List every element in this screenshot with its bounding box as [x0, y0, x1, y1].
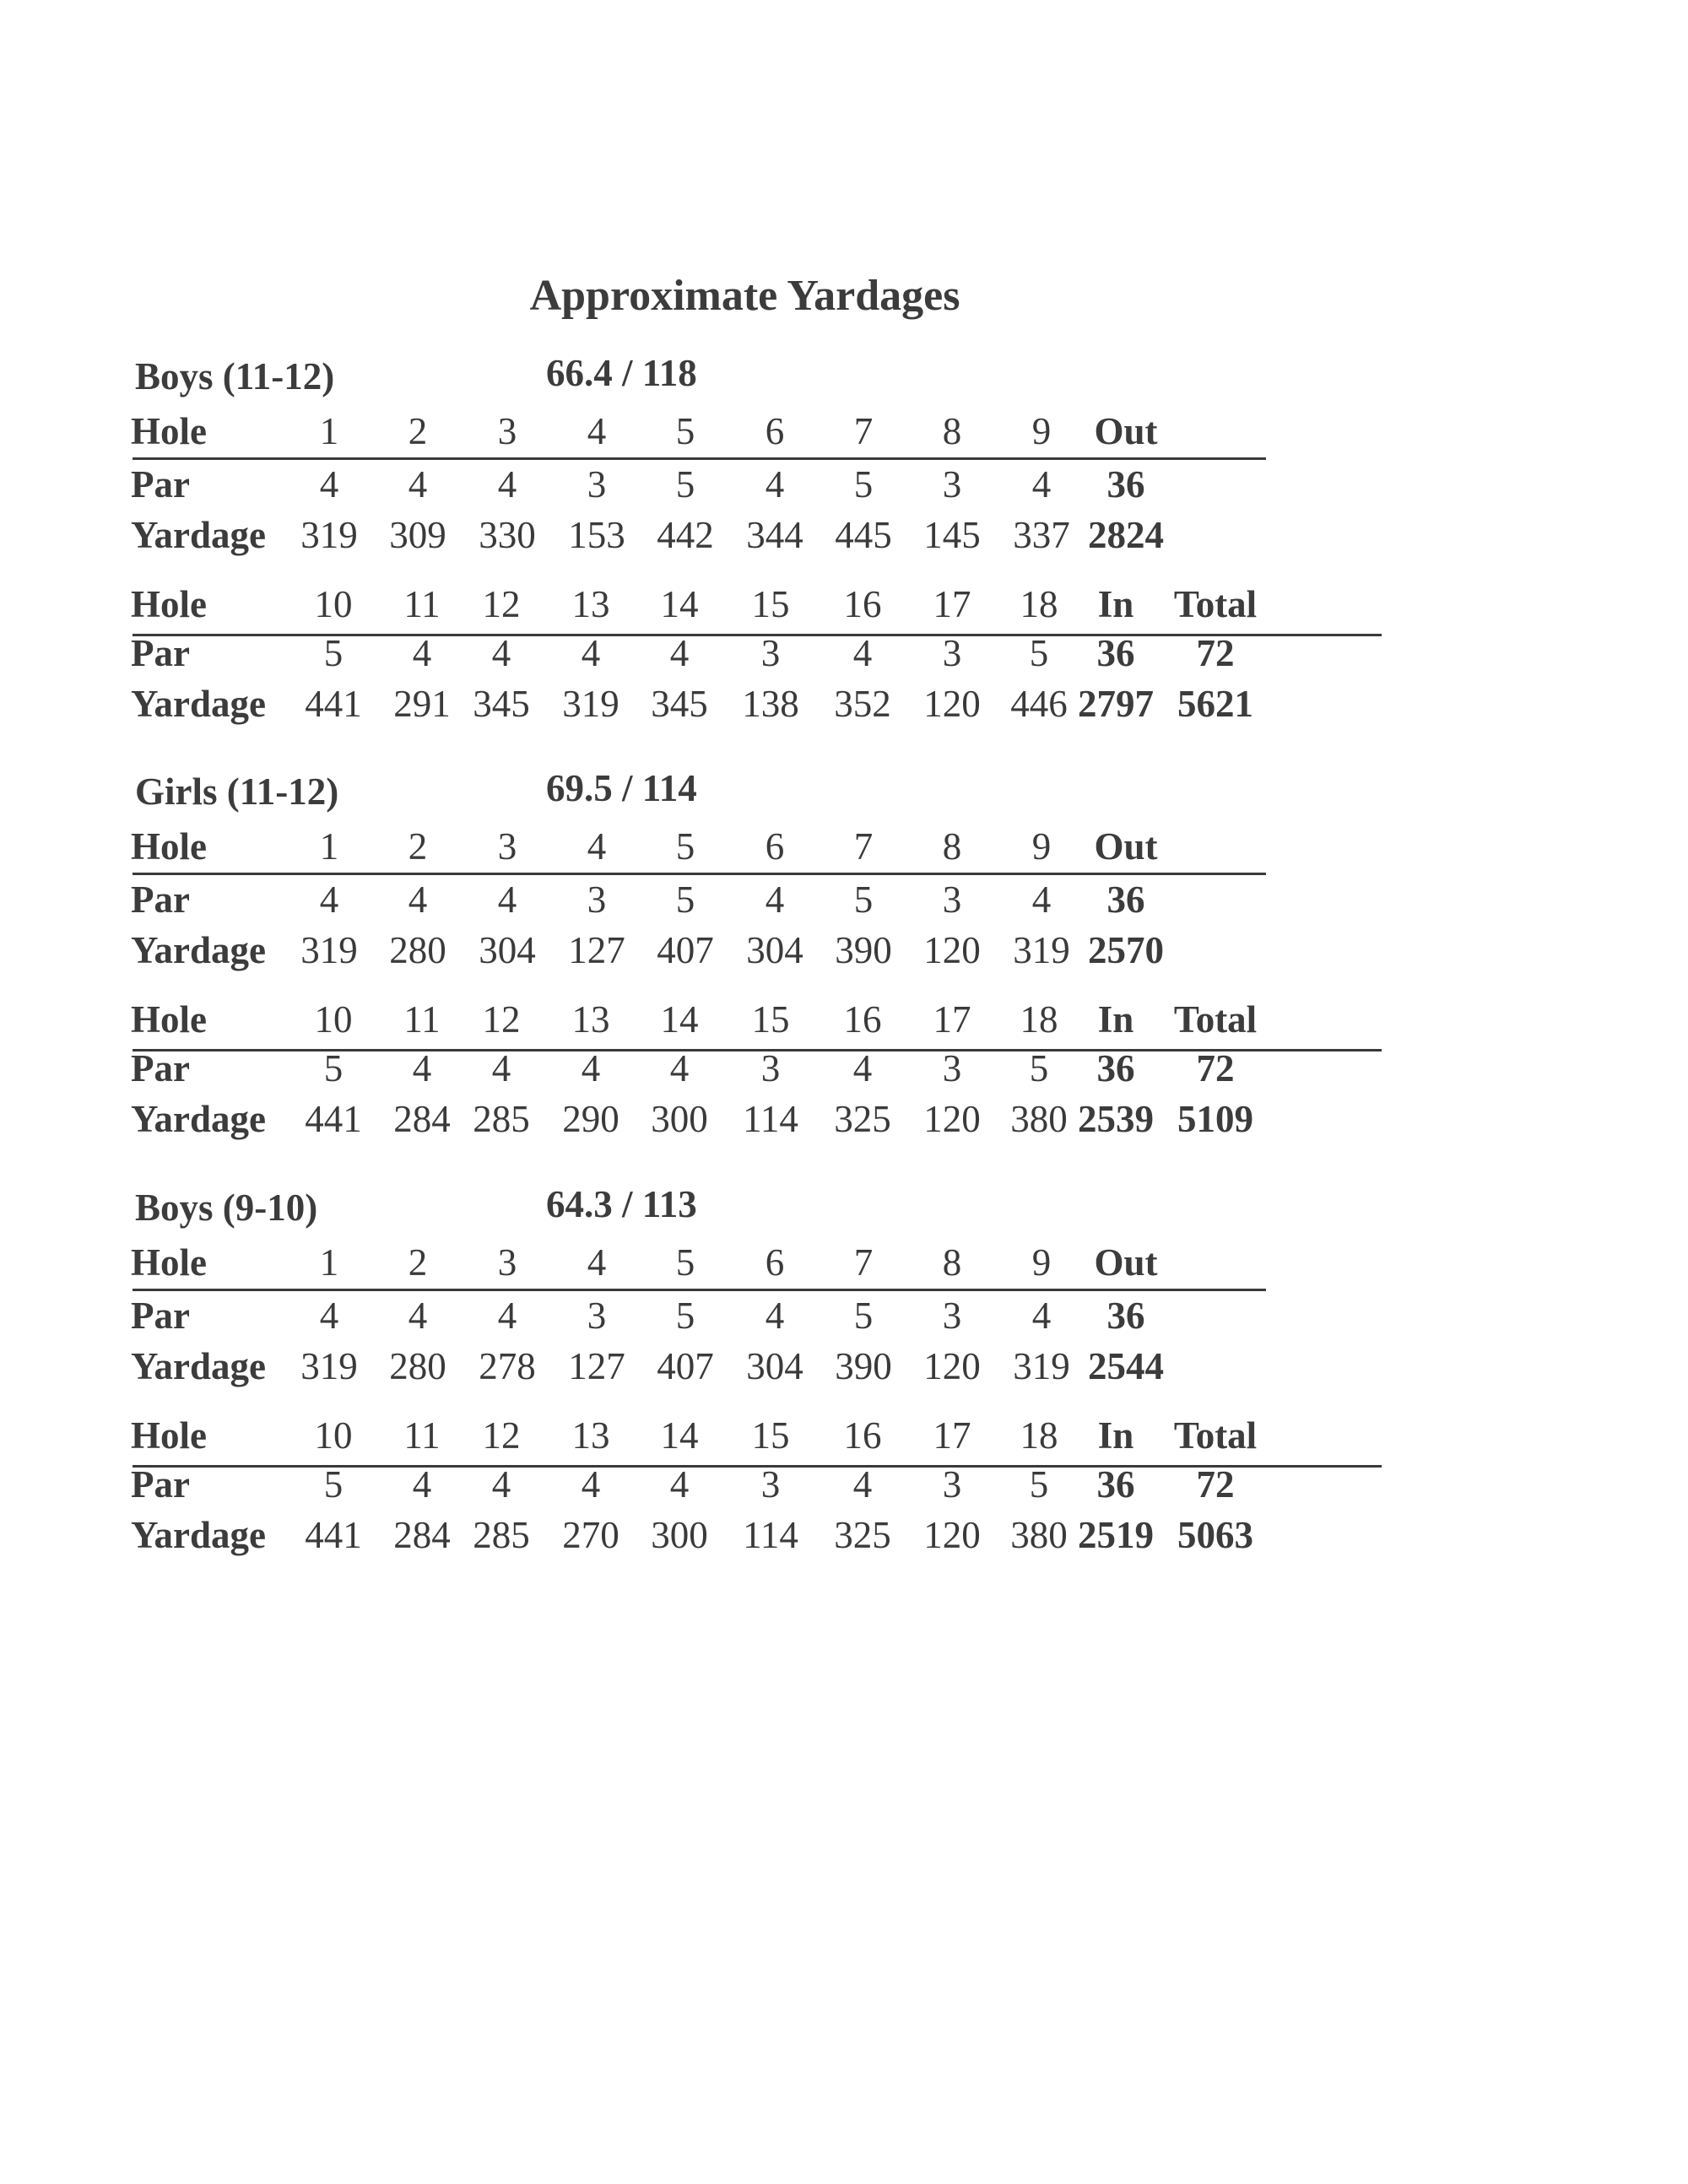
back-hole-row-cell: 17 — [933, 1414, 971, 1457]
front-yardage-row-cell: 407 — [657, 1345, 714, 1387]
back-par-row-cell: 72 — [1196, 1463, 1235, 1506]
front-yardage-row-cell: 2544 — [1088, 1345, 1164, 1387]
back-hole-row-cell: Total — [1173, 1414, 1258, 1457]
front-yardage-row-cell: 309 — [389, 514, 446, 556]
front-hole-row-cell: 8 — [942, 410, 962, 452]
back-par-row-cell: 4 — [491, 1047, 511, 1089]
back-yardage-row-cell: 138 — [742, 683, 799, 725]
back-par-row-cell: 3 — [942, 1463, 962, 1506]
front-par-row-cell: 4 — [765, 463, 785, 505]
front-yardage-row-cell: 145 — [923, 514, 981, 556]
back-hole-row-cell: 13 — [571, 583, 610, 625]
front-hole-row-cell: 6 — [765, 825, 785, 868]
back-par-row-cell: 3 — [760, 1463, 781, 1506]
front-hole-row-cell: 1 — [319, 1241, 339, 1284]
front-hole-row-cell: 1 — [319, 825, 339, 868]
back-yardage-row-cell: 290 — [562, 1098, 619, 1140]
back-yardage-row-cell: 352 — [834, 683, 891, 725]
back-yardage-row-cell: 441 — [305, 1514, 362, 1556]
front-hole-row — [0, 1239, 1688, 1286]
back-hole-row-cell: 13 — [571, 998, 610, 1041]
back-yardage-row-cell: 285 — [473, 1514, 530, 1556]
back-par-row-cell: 5 — [323, 1463, 344, 1506]
back-par-row-cell: 4 — [412, 1047, 432, 1089]
back-hole-row-cell: 15 — [751, 1414, 790, 1457]
front-par-row-cell: 36 — [1106, 878, 1145, 921]
back-par-row-cell: 4 — [412, 632, 432, 674]
front-hole-row-cell: 7 — [853, 410, 874, 452]
back-par-row-cell: 72 — [1196, 1047, 1235, 1089]
back-hole-row-cell: 12 — [482, 1414, 521, 1457]
front-par-row-cell: 3 — [942, 463, 962, 505]
front-hole-row-cell: 4 — [587, 410, 607, 452]
front-divider — [133, 873, 1266, 875]
back-yardage-row-cell: 120 — [923, 1514, 981, 1556]
front-par-row-cell: 4 — [1031, 1295, 1052, 1337]
front-yardage-row-cell: 153 — [568, 514, 625, 556]
back-hole-row-cell: 14 — [660, 998, 699, 1041]
front-par-row-cell: 3 — [587, 463, 607, 505]
front-par-row-cell: 4 — [497, 463, 517, 505]
front-par-row — [0, 876, 1688, 923]
section-rating: 66.4 / 118 — [546, 352, 697, 394]
back-par-row-cell: 5 — [1029, 632, 1049, 674]
front-yardage-row-cell: 304 — [746, 1345, 803, 1387]
back-par-row-cell: 3 — [942, 632, 962, 674]
back-par-row-cell: 3 — [942, 1047, 962, 1089]
back-par-row-cell: 3 — [760, 1047, 781, 1089]
back-hole-row — [0, 996, 1688, 1043]
front-hole-row-cell: 6 — [765, 1241, 785, 1284]
back-hole-row-cell: 16 — [843, 1414, 882, 1457]
back-par-row-cell: 4 — [491, 632, 511, 674]
front-hole-row — [0, 823, 1688, 870]
front-hole-row-cell: 7 — [853, 1241, 874, 1284]
back-yardage-row-label: Yardage — [131, 683, 266, 725]
front-hole-row-cell: Out — [1094, 410, 1158, 452]
back-hole-row-cell: 10 — [314, 1414, 353, 1457]
front-yardage-row-cell: 120 — [923, 1345, 981, 1387]
back-hole-row-cell: 10 — [314, 583, 353, 625]
back-hole-row-cell: In — [1097, 583, 1134, 625]
front-hole-row-label: Hole — [131, 825, 207, 868]
back-yardage-row-cell: 2519 — [1078, 1514, 1154, 1556]
front-yardage-row-cell: 2824 — [1088, 514, 1164, 556]
front-hole-row-cell: 2 — [408, 1241, 428, 1284]
front-yardage-row-cell: 390 — [835, 929, 892, 971]
back-yardage-row-cell: 120 — [923, 683, 981, 725]
front-par-row-cell: 3 — [942, 1295, 962, 1337]
back-hole-row-cell: 18 — [1020, 998, 1058, 1041]
section-name: Boys (11-12) — [135, 355, 335, 397]
back-hole-row-cell: 11 — [403, 998, 441, 1041]
back-hole-row-cell: Total — [1173, 583, 1258, 625]
front-yardage-row — [0, 927, 1688, 974]
back-hole-row-label: Hole — [131, 1414, 207, 1457]
front-yardage-row-cell: 304 — [479, 929, 536, 971]
front-par-row-cell: 5 — [675, 463, 695, 505]
front-yardage-row-cell: 278 — [479, 1345, 536, 1387]
front-yardage-row-cell: 280 — [389, 1345, 446, 1387]
page-title: Approximate Yardages — [529, 272, 960, 320]
front-par-row-cell: 5 — [853, 878, 874, 921]
back-hole-row-cell: 16 — [843, 583, 882, 625]
front-hole-row-cell: 7 — [853, 825, 874, 868]
front-par-row-cell: 4 — [497, 878, 517, 921]
back-hole-row-cell: Total — [1173, 998, 1258, 1041]
back-yardage-row-cell: 325 — [834, 1098, 891, 1140]
back-yardage-row-cell: 325 — [834, 1514, 891, 1556]
back-yardage-row-cell: 5621 — [1177, 683, 1253, 725]
back-yardage-row-label: Yardage — [131, 1514, 266, 1556]
back-par-row-cell: 36 — [1096, 1047, 1135, 1089]
back-hole-row-label: Hole — [131, 998, 207, 1041]
back-hole-row-cell: 14 — [660, 583, 699, 625]
front-hole-row-cell: 5 — [675, 410, 695, 452]
back-par-row-label: Par — [131, 1047, 190, 1089]
front-divider — [133, 457, 1266, 460]
front-hole-row-cell: 1 — [319, 410, 339, 452]
back-hole-row-cell: 11 — [403, 1414, 441, 1457]
front-par-row-cell: 4 — [408, 878, 428, 921]
front-hole-row-cell: 8 — [942, 825, 962, 868]
back-par-row-cell: 4 — [581, 1463, 601, 1506]
back-hole-row-label: Hole — [131, 583, 207, 625]
front-par-row-cell: 4 — [1031, 878, 1052, 921]
front-yardage-row-cell: 344 — [746, 514, 803, 556]
back-hole-row-cell: 18 — [1020, 1414, 1058, 1457]
back-yardage-row — [0, 680, 1688, 727]
front-hole-row-cell: 8 — [942, 1241, 962, 1284]
back-yardage-row-cell: 284 — [393, 1098, 451, 1140]
front-hole-row — [0, 408, 1688, 455]
section-rating: 64.3 / 113 — [546, 1183, 697, 1225]
back-yardage-row-cell: 380 — [1010, 1098, 1068, 1140]
front-hole-row-cell: 2 — [408, 825, 428, 868]
back-par-row-cell: 72 — [1196, 632, 1235, 674]
section-name: Girls (11-12) — [135, 770, 339, 813]
back-yardage-row — [0, 1095, 1688, 1143]
front-yardage-row-cell: 319 — [300, 929, 358, 971]
front-hole-row-cell: 5 — [675, 825, 695, 868]
back-par-row-cell: 5 — [1029, 1463, 1049, 1506]
front-hole-row-cell: Out — [1094, 825, 1158, 868]
front-yardage-row-cell: 304 — [746, 929, 803, 971]
back-hole-row — [0, 581, 1688, 628]
back-hole-row-cell: 18 — [1020, 583, 1058, 625]
front-divider — [133, 1289, 1266, 1291]
back-yardage-row-cell: 345 — [473, 683, 530, 725]
front-par-row-cell: 5 — [853, 463, 874, 505]
front-yardage-row-cell: 127 — [568, 1345, 625, 1387]
back-hole-row-cell: 16 — [843, 998, 882, 1041]
front-par-row-cell: 4 — [408, 1295, 428, 1337]
back-par-row-label: Par — [131, 632, 190, 674]
back-yardage-row-cell: 380 — [1010, 1514, 1068, 1556]
front-par-row-cell: 36 — [1106, 463, 1145, 505]
front-yardage-row-cell: 319 — [300, 1345, 358, 1387]
back-par-row-cell: 36 — [1096, 1463, 1135, 1506]
back-yardage-row-cell: 441 — [305, 1098, 362, 1140]
back-par-row-cell: 4 — [669, 1047, 690, 1089]
front-hole-row-cell: 9 — [1031, 410, 1052, 452]
front-par-row-cell: 4 — [497, 1295, 517, 1337]
back-hole-row-cell: 17 — [933, 998, 971, 1041]
back-par-row-cell: 4 — [669, 1463, 690, 1506]
back-yardage-row-cell: 5109 — [1177, 1098, 1253, 1140]
back-yardage-row-cell: 120 — [923, 1098, 981, 1140]
front-par-row-label: Par — [131, 1295, 190, 1337]
front-par-row-cell: 4 — [319, 1295, 339, 1337]
back-hole-row-cell: In — [1097, 998, 1134, 1041]
front-yardage-row-cell: 120 — [923, 929, 981, 971]
back-yardage-row-cell: 291 — [393, 683, 451, 725]
back-par-row-cell: 4 — [669, 632, 690, 674]
back-yardage-row — [0, 1511, 1688, 1559]
back-hole-row-cell: 15 — [751, 583, 790, 625]
front-par-row-cell: 4 — [408, 463, 428, 505]
front-hole-row-cell: 3 — [497, 1241, 517, 1284]
front-yardage-row — [0, 511, 1688, 559]
back-par-row-cell: 4 — [581, 1047, 601, 1089]
section-name: Boys (9-10) — [135, 1187, 318, 1229]
back-par-row-cell: 36 — [1096, 632, 1135, 674]
front-yardage-row-cell: 127 — [568, 929, 625, 971]
back-yardage-row-cell: 5063 — [1177, 1514, 1253, 1556]
back-hole-row-cell: 10 — [314, 998, 353, 1041]
front-par-row-cell: 4 — [319, 463, 339, 505]
back-yardage-row-cell: 300 — [651, 1514, 708, 1556]
back-par-row — [0, 1461, 1688, 1508]
front-par-row-cell: 4 — [1031, 463, 1052, 505]
back-par-row-cell: 4 — [581, 632, 601, 674]
front-yardage-row-cell: 319 — [1013, 929, 1070, 971]
front-hole-row-cell: 3 — [497, 825, 517, 868]
front-yardage-row-label: Yardage — [131, 929, 266, 971]
front-yardage-row-cell: 319 — [1013, 1345, 1070, 1387]
back-hole-row-cell: 15 — [751, 998, 790, 1041]
back-par-row-cell: 5 — [323, 1047, 344, 1089]
front-hole-row-cell: 3 — [497, 410, 517, 452]
front-hole-row-cell: 4 — [587, 825, 607, 868]
back-par-row-cell: 4 — [852, 1047, 873, 1089]
front-yardage-row-cell: 330 — [479, 514, 536, 556]
back-hole-row-cell: 11 — [403, 583, 441, 625]
back-yardage-row-cell: 284 — [393, 1514, 451, 1556]
front-hole-row-cell: 9 — [1031, 1241, 1052, 1284]
front-par-row-cell: 3 — [587, 878, 607, 921]
front-hole-row-label: Hole — [131, 1241, 207, 1284]
front-yardage-row-cell: 280 — [389, 929, 446, 971]
front-par-row-cell: 4 — [765, 1295, 785, 1337]
front-yardage-row-cell: 390 — [835, 1345, 892, 1387]
front-yardage-row-cell: 445 — [835, 514, 892, 556]
front-par-row-cell: 5 — [675, 878, 695, 921]
front-yardage-row-cell: 2570 — [1088, 929, 1164, 971]
back-par-row-cell: 5 — [1029, 1047, 1049, 1089]
back-par-row — [0, 1045, 1688, 1092]
back-yardage-row-cell: 114 — [743, 1514, 798, 1556]
back-yardage-row-cell: 2797 — [1078, 683, 1154, 725]
front-par-row — [0, 461, 1688, 508]
front-hole-row-cell: 5 — [675, 1241, 695, 1284]
back-par-row — [0, 630, 1688, 677]
front-hole-row-cell: Out — [1094, 1241, 1158, 1284]
back-hole-row-cell: 12 — [482, 583, 521, 625]
back-yardage-row-cell: 285 — [473, 1098, 530, 1140]
back-yardage-row-cell: 2539 — [1078, 1098, 1154, 1140]
back-yardage-row-cell: 319 — [562, 683, 619, 725]
front-yardage-row-label: Yardage — [131, 1345, 266, 1387]
back-hole-row-cell: In — [1097, 1414, 1134, 1457]
back-yardage-row-cell: 441 — [305, 683, 362, 725]
front-par-row-cell: 4 — [765, 878, 785, 921]
front-par-row-label: Par — [131, 463, 190, 505]
back-yardage-row-cell: 114 — [743, 1098, 798, 1140]
front-yardage-row — [0, 1343, 1688, 1390]
back-par-row-cell: 3 — [760, 632, 781, 674]
back-yardage-row-label: Yardage — [131, 1098, 266, 1140]
front-par-row-cell: 3 — [942, 878, 962, 921]
front-yardage-row-cell: 319 — [300, 514, 358, 556]
front-par-row-cell: 3 — [587, 1295, 607, 1337]
back-hole-row-cell: 14 — [660, 1414, 699, 1457]
front-yardage-row-cell: 337 — [1013, 514, 1070, 556]
front-par-row — [0, 1292, 1688, 1339]
front-yardage-row-cell: 407 — [657, 929, 714, 971]
back-hole-row-cell: 12 — [482, 998, 521, 1041]
back-yardage-row-cell: 446 — [1010, 683, 1068, 725]
front-par-row-cell: 36 — [1106, 1295, 1145, 1337]
section-rating: 69.5 / 114 — [546, 767, 697, 809]
front-hole-row-label: Hole — [131, 410, 207, 452]
front-hole-row-cell: 9 — [1031, 825, 1052, 868]
front-yardage-row-cell: 442 — [657, 514, 714, 556]
back-yardage-row-cell: 345 — [651, 683, 708, 725]
back-yardage-row-cell: 300 — [651, 1098, 708, 1140]
back-hole-row-cell: 13 — [571, 1414, 610, 1457]
front-par-row-label: Par — [131, 878, 190, 921]
back-par-row-cell: 4 — [852, 1463, 873, 1506]
front-hole-row-cell: 2 — [408, 410, 428, 452]
front-par-row-cell: 4 — [319, 878, 339, 921]
back-par-row-cell: 4 — [491, 1463, 511, 1506]
back-par-row-label: Par — [131, 1463, 190, 1506]
front-par-row-cell: 5 — [675, 1295, 695, 1337]
front-hole-row-cell: 6 — [765, 410, 785, 452]
back-par-row-cell: 4 — [412, 1463, 432, 1506]
front-par-row-cell: 5 — [853, 1295, 874, 1337]
back-yardage-row-cell: 270 — [562, 1514, 619, 1556]
back-par-row-cell: 4 — [852, 632, 873, 674]
front-yardage-row-label: Yardage — [131, 514, 266, 556]
back-hole-row-cell: 17 — [933, 583, 971, 625]
back-hole-row — [0, 1412, 1688, 1459]
back-par-row-cell: 5 — [323, 632, 344, 674]
front-hole-row-cell: 4 — [587, 1241, 607, 1284]
